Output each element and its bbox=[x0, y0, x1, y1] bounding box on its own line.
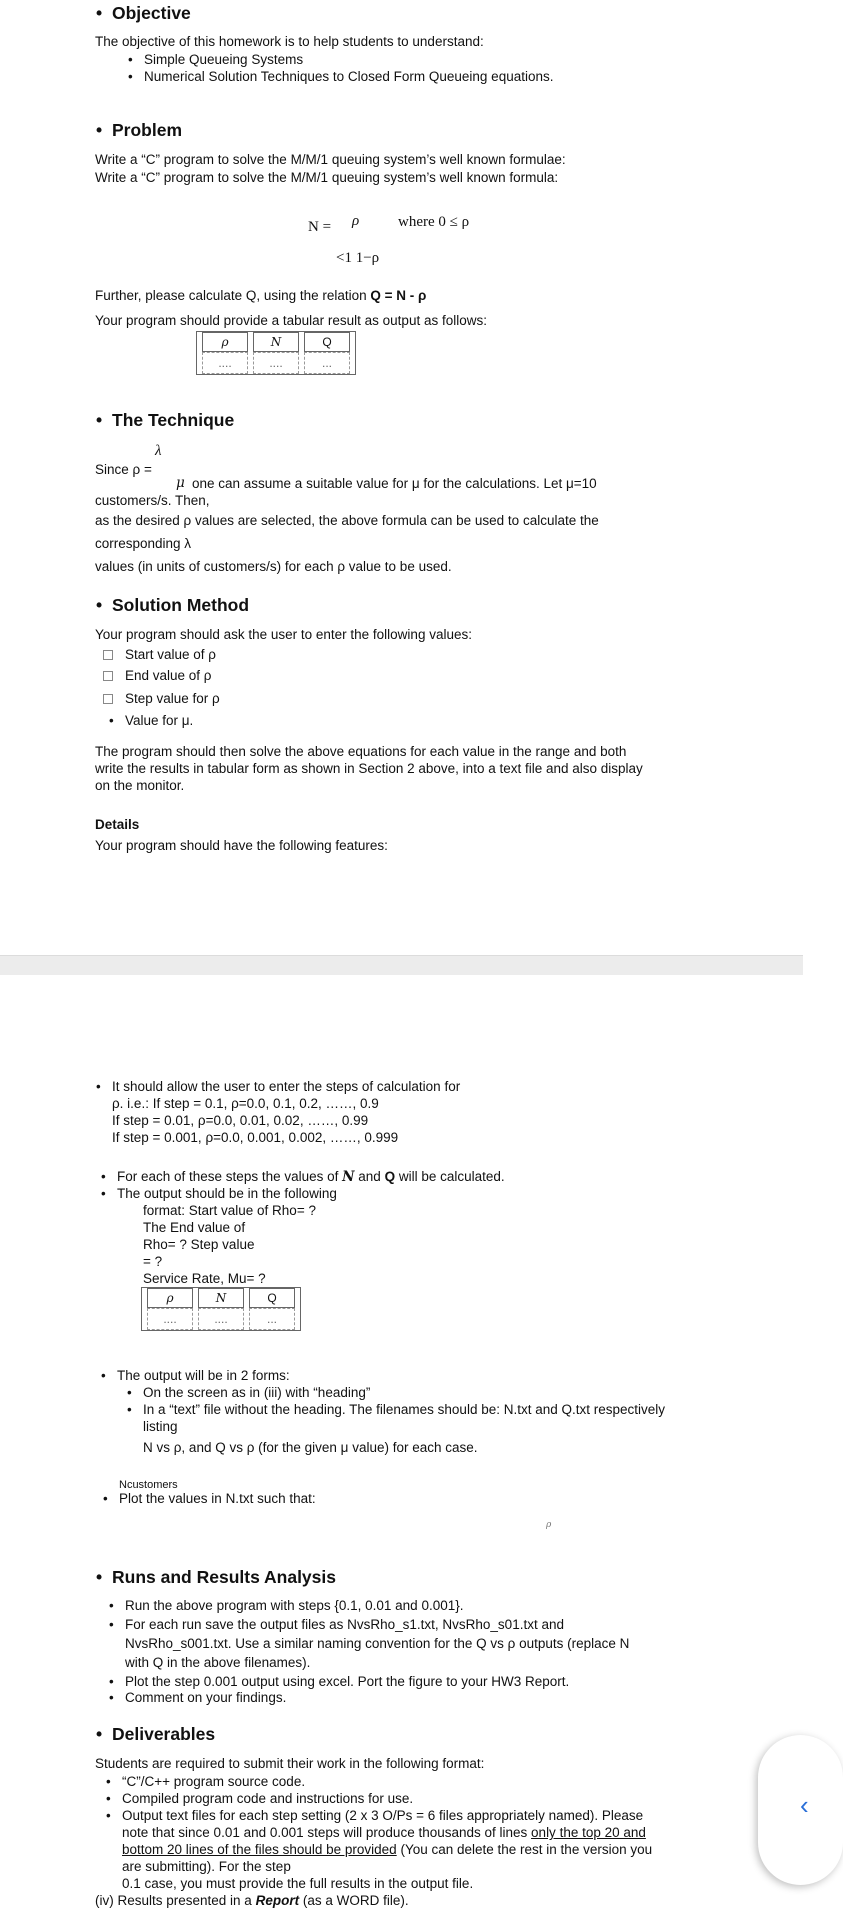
relation-formula: Q = N - ρ bbox=[370, 288, 427, 303]
table-cell: .... bbox=[147, 1308, 193, 1330]
technique-line-3: as the desired ρ values are selected, the above formula can be used to calculate the bbox=[95, 513, 599, 528]
deliverable-3e: 0.1 case, you must provide the full results in the output file. bbox=[122, 1876, 474, 1891]
page-separator bbox=[0, 955, 803, 977]
since-text: Since ρ = bbox=[95, 462, 152, 477]
feature-4-sub-2a: • In a “text” file without the heading. The filenames should be: N.txt and Q.txt respectively bbox=[143, 1402, 665, 1418]
solution-item-mu: • Value for μ. bbox=[125, 713, 193, 729]
deliverables-intro: Students are required to submit their work in the following format: bbox=[95, 1756, 485, 1771]
problem-line-1: Write a “C” program to solve the M/M/1 queuing system’s well known formulae: bbox=[95, 152, 566, 167]
further-text: Further, please calculate Q, using the relation Q = N - ρ bbox=[95, 288, 427, 303]
details-text: Your program should have the following features: bbox=[95, 838, 388, 853]
feature-3-line-2: format: Start value of Rho= ? bbox=[143, 1203, 316, 1218]
formula-where: where 0 ≤ ρ bbox=[398, 214, 470, 230]
runs-heading: • Runs and Results Analysis bbox=[112, 1566, 336, 1588]
plot-instruction: • Plot the values in N.txt such that: bbox=[119, 1491, 316, 1507]
deliverable-4: (iv) Results presented in a Report (as a WORD file). bbox=[95, 1893, 409, 1908]
runs-item-2a: • For each run save the output files as NvsRho_s1.txt, NvsRho_s01.txt and bbox=[125, 1617, 564, 1633]
feature-3-line-4: Rho= ? Step value bbox=[143, 1237, 255, 1252]
feature-4-sub-2c: N vs ρ, and Q vs ρ (for the given μ value) for each case. bbox=[143, 1440, 478, 1455]
objective-intro: The objective of this homework is to help students to understand: bbox=[95, 34, 484, 49]
tiny-rho-label: ρ bbox=[546, 1520, 552, 1530]
solution-para-3: on the monitor. bbox=[95, 778, 185, 793]
table-header-rho: ρ bbox=[202, 332, 248, 352]
runs-item-4: • Comment on your findings. bbox=[125, 1690, 286, 1706]
handle-icon: ‹ bbox=[800, 1790, 809, 1820]
objective-item-1: • Simple Queueing Systems bbox=[144, 52, 303, 68]
technique-line-5: values (in units of customers/s) for each ρ value to be used. bbox=[95, 559, 452, 574]
technique-line-2: customers/s. Then, bbox=[95, 493, 210, 508]
formula-denominator: <1 1−ρ bbox=[336, 250, 380, 266]
table-cell: .... bbox=[253, 352, 299, 374]
lambda-symbol: λ bbox=[155, 443, 162, 459]
table-header-q: Q bbox=[249, 1288, 295, 1308]
formula-rho: ρ bbox=[352, 213, 360, 229]
deliverable-2: • Compiled program code and instructions for use. bbox=[122, 1791, 413, 1807]
solution-para-1: The program should then solve the above equations for each value in the range and both bbox=[95, 744, 627, 759]
deliverable-3d: are submitting). For the step bbox=[122, 1859, 291, 1874]
feature-4-sub-1: • On the screen as in (iii) with “heading” bbox=[143, 1385, 370, 1401]
output-table bbox=[196, 331, 356, 375]
mu-symbol: μ bbox=[176, 475, 185, 491]
objective-item-2: • Numerical Solution Techniques to Closed Form Queueing equations. bbox=[144, 69, 553, 85]
feature-1-line-1: • It should allow the user to enter the steps of calculation for bbox=[112, 1079, 460, 1095]
technique-line-4: corresponding λ bbox=[95, 536, 192, 551]
objective-heading: • Objective bbox=[112, 2, 191, 24]
table-cell: ... bbox=[249, 1308, 295, 1330]
ncustomers-label: Ncustomers bbox=[119, 1479, 178, 1491]
runs-item-2c: with Q in the above filenames). bbox=[125, 1655, 311, 1670]
table-cell: .... bbox=[198, 1308, 244, 1330]
table-header-n: N bbox=[198, 1288, 244, 1308]
solution-item-start: Start value of ρ bbox=[125, 647, 216, 662]
runs-item-2b: NvsRho_s001.txt. Use a similar naming convention for the Q vs ρ outputs (replace N bbox=[125, 1636, 630, 1651]
output-intro: Your program should provide a tabular result as output as follows: bbox=[95, 313, 487, 328]
technique-line-1: one can assume a suitable value for μ for the calculations. Let μ=10 bbox=[192, 476, 597, 491]
deliverable-3b: note that since 0.01 and 0.001 steps will produce thousands of lines only the top 20 and bbox=[122, 1825, 646, 1840]
feature-1-line-4: If step = 0.001, ρ=0.0, 0.001, 0.002, ……, 0.999 bbox=[112, 1130, 399, 1145]
feature-3-line-5: = ? bbox=[143, 1254, 163, 1269]
solution-item-step: Step value for ρ bbox=[125, 691, 220, 706]
technique-heading: • The Technique bbox=[112, 409, 234, 431]
document-page-1 bbox=[0, 0, 803, 955]
runs-item-3: • Plot the step 0.001 output using excel. Port the figure to your HW3 Report. bbox=[125, 1674, 569, 1690]
table-header-rho: ρ bbox=[147, 1288, 193, 1308]
table-header-n: N bbox=[253, 332, 299, 352]
formula-n: N = bbox=[308, 219, 332, 235]
solution-heading: • Solution Method bbox=[112, 594, 249, 616]
details-heading: Details bbox=[95, 817, 140, 832]
feature-3-line-1: • The output should be in the following bbox=[117, 1186, 337, 1202]
problem-line-2: Write a “C” program to solve the M/M/1 queuing system’s well known formula: bbox=[95, 170, 559, 185]
feature-1-line-2: ρ. i.e.: If step = 0.1, ρ=0.0, 0.1, 0.2, ……, 0.9 bbox=[112, 1096, 379, 1111]
table-cell: .... bbox=[202, 352, 248, 374]
feature-4-line-1: • The output will be in 2 forms: bbox=[117, 1368, 290, 1384]
feature-1-line-3: If step = 0.01, ρ=0.0, 0.01, 0.02, ……, 0.99 bbox=[112, 1113, 369, 1128]
table-cell: ... bbox=[304, 352, 350, 374]
solution-para-2: write the results in tabular form as shown in Section 2 above, into a text file and also display bbox=[95, 761, 643, 776]
table-header-q: Q bbox=[304, 332, 350, 352]
deliverable-3c: bottom 20 lines of the files should be provided (You can delete the rest in the version you bbox=[122, 1842, 653, 1857]
feature-4-sub-2b: listing bbox=[143, 1419, 178, 1434]
solution-intro: Your program should ask the user to enter the following values: bbox=[95, 627, 472, 642]
output-format-table bbox=[141, 1287, 301, 1331]
deliverable-3a: • Output text files for each step setting (2 x 3 O/Ps = 6 files appropriately named). Please bbox=[122, 1808, 643, 1824]
deliverables-heading: • Deliverables bbox=[112, 1723, 215, 1745]
feature-3-line-3: The End value of bbox=[143, 1220, 246, 1235]
floating-side-handle[interactable] bbox=[758, 1735, 843, 1885]
runs-item-1: • Run the above program with steps {0.1, 0.01 and 0.001}. bbox=[125, 1598, 463, 1614]
problem-heading: • Problem bbox=[112, 119, 182, 141]
deliverable-1: • “C”/C++ program source code. bbox=[122, 1774, 305, 1790]
feature-2: • For each of these steps the values of N and Q will be calculated. bbox=[117, 1169, 505, 1185]
feature-3-line-6: Service Rate, Mu= ? bbox=[143, 1271, 266, 1286]
solution-item-end: End value of ρ bbox=[125, 668, 212, 683]
